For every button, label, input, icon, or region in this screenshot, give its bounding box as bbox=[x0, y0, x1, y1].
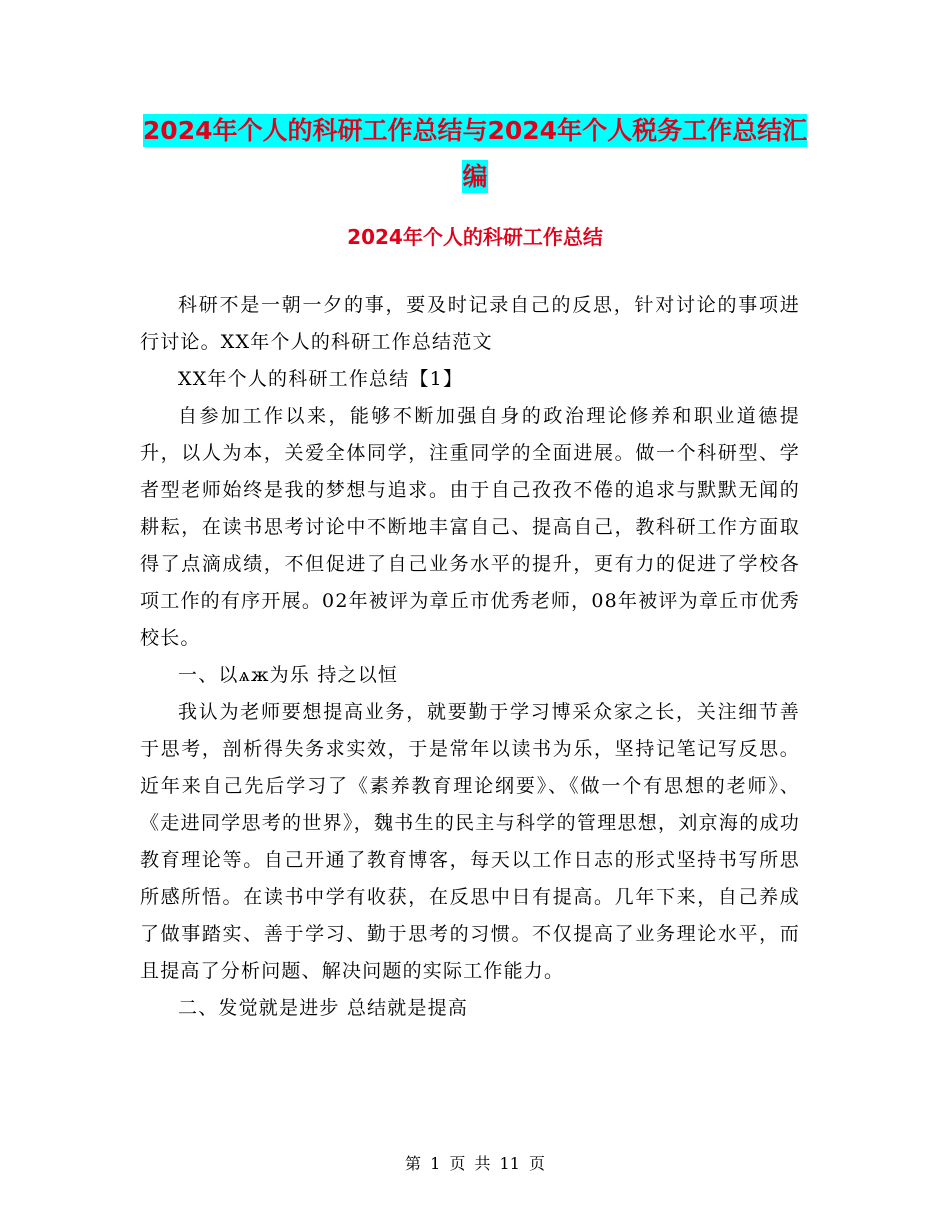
document-body bbox=[140, 287, 800, 1027]
heading-two: 二、发觉就是进步 总结就是提高 bbox=[178, 997, 469, 1019]
section-title: 2024年个人的科研工作总结 bbox=[347, 225, 603, 249]
heading-one: 一、以ѧж为乐 持之以恒 bbox=[178, 664, 399, 686]
paragraph-subtitle: XX年个人的科研工作总结【1】 bbox=[178, 368, 464, 390]
paragraph-reading: 我认为老师要想提高业务，就要勤于学习博采众家之长，关注细节善于思考，剖析得失务求实效，于是常年以读书为乐，坚持记笔记写反思。近年来自己先后学习了《素养教育理论纲要》、《做一个有思想的老师》、《走进同学思考的世界》，魏书生的民主与科学的管理思想，刘京海的成功教育理论等。自己开通了教育博客，每天以工作日志的形式坚持书写所思所感所悟。在读书中学有收获，在反思中日有提高。几年下来，自己养成了做事踏实、善于学习、勤于思考的习惯。不仅提高了业务理论水平，而且提高了分析问题、解决问题的实际工作能力。 bbox=[140, 701, 800, 982]
paragraph-intro: 科研不是一朝一夕的事，要及时记录自己的反思，针对讨论的事项进行讨论。XX年个人的科研工作总结范文 bbox=[140, 294, 800, 353]
document-title bbox=[140, 108, 810, 200]
document-title-text: 2024年个人的科研工作总结与2024年个人税务工作总结汇编 bbox=[142, 116, 808, 191]
paragraph-main: 自参加工作以来，能够不断加强自身的政治理论修养和职业道德提升，以人为本，关爱全体同学，注重同学的全面进展。做一个科研型、学者型老师始终是我的梦想与追求。由于自己孜孜不倦的追求与默默无闻的耕耘，在读书思考讨论中不断地丰富自己、提高自己，教科研工作方面取得了点滴成绩，不但促进了自己业务水平的提升，更有力的促进了学校各项工作的有序开展。02年被评为章丘市优秀老师，08年被评为章丘市优秀校长。 bbox=[140, 405, 800, 649]
page-footer: 第 1 页 共 11 页 bbox=[405, 1154, 545, 1173]
